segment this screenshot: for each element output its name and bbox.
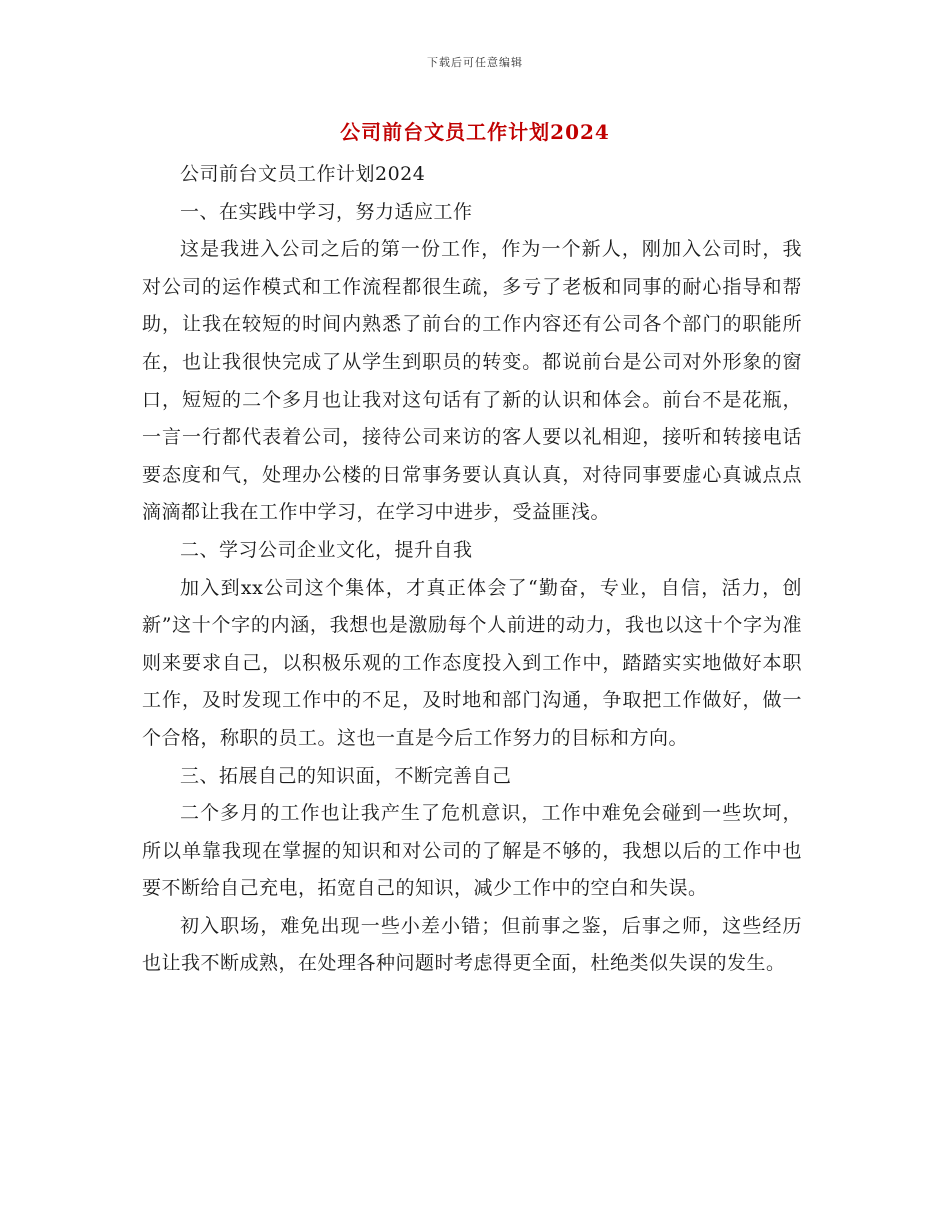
paragraph: 初入职场，难免出现一些小差小错；但前事之鉴，后事之师，这些经历也让我不断成熟，在处理各种问题时考虑得更全面，杜绝类似失误的发生。: [142, 914, 802, 975]
section-heading-3: 三、拓展自己的知识面，不断完善自己: [180, 764, 512, 787]
paragraph: 加入到xx公司这个集体，才真正体会了“勤奋，专业，自信，活力，创新”这十个字的内涵，我想也是激励每个人前进的动力，我也以这十个字为准则来要求自己，以积极乐观的工作态度投入到工作中，踏踏实实地做好本职工作，及时发现工作中的不足，及时地和部门沟通，争取把工作做好，做一个合格，称职的员工。这也一直是今后工作努力的目标和方向。: [142, 576, 802, 749]
header-note: 下载后可任意编辑: [427, 56, 523, 69]
document-body: [142, 156, 802, 983]
document-title: 公司前台文员工作计划2024: [340, 120, 610, 144]
section-heading-1: 一、在实践中学习，努力适应工作: [180, 200, 473, 223]
paragraph: 这是我进入公司之后的第一份工作，作为一个新人，刚加入公司时，我对公司的运作模式和工作流程都很生疏，多亏了老板和同事的耐心指导和帮助，让我在较短的时间内熟悉了前台的工作内容还有公司各个部门的职能所在，也让我很快完成了从学生到职员的转变。都说前台是公司对外形象的窗口，短短的二个多月也让我对这句话有了新的认识和体会。前台不是花瓶，一言一行都代表着公司，接待公司来访的客人要以礼相迎，接听和转接电话要态度和气，处理办公楼的日常事务要认真认真，对待同事要虚心真诚点点滴滴都让我在工作中学习，在学习中进步，受益匪浅。: [142, 238, 802, 524]
section-heading-2: 二、学习公司企业文化，提升自我: [180, 538, 473, 561]
paragraph-subtitle: 公司前台文员工作计划2024: [180, 163, 426, 185]
paragraph: 二个多月的工作也让我产生了危机意识，工作中难免会碰到一些坎坷，所以单靠我现在掌握的知识和对公司的了解是不够的，我想以后的工作中也要不断给自己充电，拓宽自己的知识，减少工作中的空白和失误。: [142, 802, 802, 900]
